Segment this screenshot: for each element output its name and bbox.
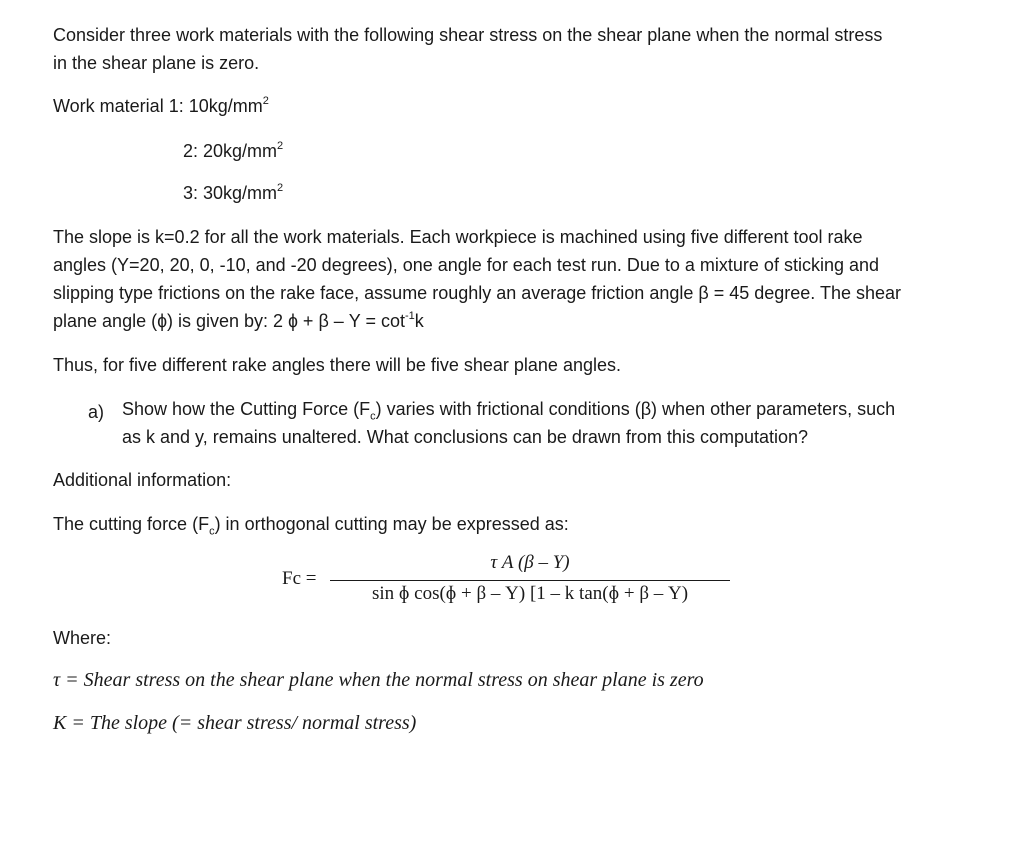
slope-paragraph (53, 223, 963, 335)
material-3-value: 30kg/mm (203, 183, 278, 203)
thus-paragraph (53, 351, 963, 379)
material-1-value: 10kg/mm (188, 96, 263, 116)
slope-line-4-end: k (414, 311, 424, 331)
question-marker: a) (88, 402, 105, 422)
slope-line-2: angles (Y=20, 20, 0, -10, and -20 degrees), one angle for each test run. Due to a mixture of sticking and (53, 255, 879, 275)
material-3-label: 3: (183, 183, 204, 203)
question-a (122, 395, 967, 451)
cutting-force-intro (53, 510, 963, 538)
material-1 (53, 94, 269, 118)
question-subscript: c (370, 410, 376, 423)
material-2 (183, 139, 283, 163)
intro-line-1: Consider three work materials with the following shear stress on the shear plane when the normal stress (53, 25, 883, 45)
material-1-exponent: 2 (262, 95, 269, 107)
material-2-value: 20kg/mm (203, 141, 278, 161)
fraction-bar (330, 580, 730, 581)
slope-line-4: plane angle (ɸ) is given by: 2 ɸ + β – Y = cot (53, 311, 406, 331)
equation-lhs: Fc = (282, 568, 317, 589)
equation-denominator: sin ɸ cos(ɸ + β – Y) [1 – k tan(ɸ + β – Y) (371, 583, 689, 604)
definition-tau: τ = Shear stress on the shear plane when the normal stress on shear plane is zero (53, 669, 704, 691)
question-line-1-post: ) varies with frictional conditions (β) when other parameters, such (375, 399, 896, 419)
material-1-label: Work material 1: (53, 96, 189, 116)
where-text: Where: (53, 628, 112, 648)
cutting-force-pre: The cutting force (F (53, 514, 210, 534)
material-3-exponent: 2 (277, 182, 284, 194)
intro-line-2: in the shear plane is zero. (53, 53, 260, 73)
material-2-label: 2: (183, 141, 204, 161)
thus-line: Thus, for five different rake angles there will be five shear plane angles. (53, 355, 621, 375)
definition-k: K = The slope (= shear stress/ normal stress) (53, 712, 417, 734)
question-line-1-pre: Show how the Cutting Force (F (122, 399, 371, 419)
slope-line-3: slipping type frictions on the rake face, assume roughly an average friction angle β = 45 degree. The shear (53, 283, 902, 303)
additional-info-heading (53, 466, 963, 494)
material-2-exponent: 2 (277, 140, 284, 152)
equation-numerator: τ A (β – Y) (490, 552, 570, 573)
additional-info-text: Additional information: (53, 470, 232, 490)
where-label (53, 624, 963, 652)
material-3 (183, 181, 283, 205)
question-line-2: as k and y, remains unaltered. What conclusions can be drawn from this computation? (122, 427, 809, 447)
inverse-exponent: -1 (405, 310, 415, 322)
cutting-force-post: ) in orthogonal cutting may be expressed as: (214, 514, 569, 534)
slope-line-1: The slope is k=0.2 for all the work materials. Each workpiece is machined using five different tool rake (53, 227, 863, 247)
intro-paragraph (53, 21, 963, 77)
cutting-force-subscript: c (209, 525, 215, 538)
